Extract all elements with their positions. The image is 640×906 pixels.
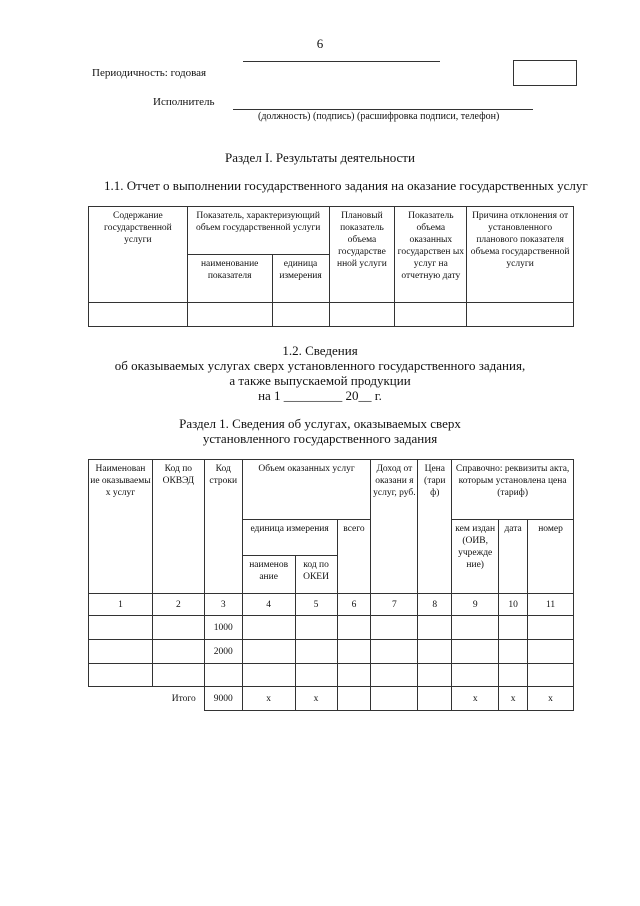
column-number-row bbox=[89, 594, 574, 616]
table-row bbox=[89, 664, 574, 687]
info-title-3: а также выпускаемой продукции bbox=[229, 373, 411, 388]
table-cell: 2000 bbox=[204, 640, 242, 664]
col-num: 9 bbox=[452, 594, 499, 616]
table-cell bbox=[418, 616, 452, 640]
col-total: всего bbox=[337, 520, 371, 594]
table-cell bbox=[395, 303, 467, 327]
table-cell bbox=[295, 616, 337, 640]
info-title-1: 1.2. Сведения bbox=[282, 343, 358, 358]
table-cell bbox=[337, 687, 371, 711]
table-cell bbox=[371, 687, 418, 711]
col-income: Доход от оказани я услуг, руб. bbox=[371, 460, 418, 594]
col-num: 7 bbox=[371, 594, 418, 616]
col-num: 4 bbox=[242, 594, 295, 616]
col-actual: Показатель объема оказанных государствен ых услуг на отчетную дату bbox=[395, 207, 467, 303]
info-title-4: на 1 _________ 20__ г. bbox=[258, 388, 382, 403]
table-cell: 9000 bbox=[204, 687, 242, 711]
section1-title-2: установленного государственного задания bbox=[202, 431, 438, 446]
header-line bbox=[243, 61, 440, 62]
col-okei: код по ОКЕИ bbox=[295, 556, 337, 594]
table-cell bbox=[418, 640, 452, 664]
table-cell bbox=[528, 616, 574, 640]
report-title: 1.1. Отчет о выполнении государственного задания на оказание государственных услуг bbox=[104, 178, 588, 193]
table-cell bbox=[152, 616, 204, 640]
table-cell bbox=[371, 664, 418, 687]
services-report-table bbox=[88, 206, 574, 327]
table-cell bbox=[152, 640, 204, 664]
table-cell bbox=[499, 664, 528, 687]
signature-line bbox=[233, 109, 533, 110]
total-label: Итого bbox=[171, 693, 196, 704]
table-cell bbox=[89, 303, 188, 327]
col-unit-name: наименов ание bbox=[242, 556, 295, 594]
col-num: 2 bbox=[152, 594, 204, 616]
table-cell bbox=[528, 640, 574, 664]
table-row bbox=[89, 616, 574, 640]
col-okved: Код по ОКВЭД bbox=[152, 460, 204, 594]
col-unit: единица измерения bbox=[242, 520, 337, 556]
col-number: номер bbox=[528, 520, 574, 594]
table-cell: x bbox=[242, 687, 295, 711]
table-cell bbox=[187, 303, 272, 327]
table-cell: x bbox=[528, 687, 574, 711]
executor-label: Исполнитель bbox=[153, 96, 215, 108]
table-cell bbox=[329, 303, 395, 327]
col-num: 8 bbox=[418, 594, 452, 616]
table-cell bbox=[467, 303, 574, 327]
section-title: Раздел I. Результаты деятельности bbox=[225, 150, 415, 165]
col-indicator: Показатель, характеризующий объем государственной услуги bbox=[187, 207, 329, 255]
table-cell bbox=[242, 664, 295, 687]
col-num: 11 bbox=[528, 594, 574, 616]
table-cell bbox=[242, 640, 295, 664]
table-cell bbox=[152, 664, 204, 687]
table-cell bbox=[337, 640, 371, 664]
col-num: 1 bbox=[89, 594, 153, 616]
table-cell bbox=[499, 640, 528, 664]
table-cell bbox=[418, 687, 452, 711]
table-cell bbox=[295, 664, 337, 687]
page-number: 6 bbox=[316, 36, 324, 51]
table-cell bbox=[418, 664, 452, 687]
col-name: Наименован ие оказываемы х услуг bbox=[89, 460, 153, 594]
table-cell bbox=[89, 640, 153, 664]
col-line-code: Код строки bbox=[204, 460, 242, 594]
col-volume: Объем оказанных услуг bbox=[242, 460, 371, 520]
table-cell bbox=[452, 616, 499, 640]
col-reference: Справочно: реквизиты акта, которым установлена цена (тариф) bbox=[452, 460, 574, 520]
section1-title-1: Раздел 1. Сведения об услугах, оказываемых сверх bbox=[179, 416, 461, 431]
table-cell: x bbox=[452, 687, 499, 711]
table-cell bbox=[499, 616, 528, 640]
col-issued-by: кем издан (ОИВ, учрежде ние) bbox=[452, 520, 499, 594]
table-cell: x bbox=[499, 687, 528, 711]
col-num: 5 bbox=[295, 594, 337, 616]
table-cell bbox=[452, 640, 499, 664]
col-reason: Причина отклонения от установленного планового показателя объема государственной услуги bbox=[467, 207, 574, 303]
code-box bbox=[513, 60, 577, 86]
table-cell bbox=[272, 303, 329, 327]
info-title-2: об оказываемых услугах сверх установленного государственного задания, bbox=[114, 358, 526, 373]
periodicity-label: Периодичность: годовая bbox=[92, 67, 207, 79]
col-num: 3 bbox=[204, 594, 242, 616]
table-cell bbox=[337, 616, 371, 640]
table-cell bbox=[452, 664, 499, 687]
table-cell bbox=[371, 640, 418, 664]
table-cell bbox=[89, 616, 153, 640]
signature-hint: (должность) (подпись) (расшифровка подписи, телефон) bbox=[258, 111, 500, 122]
table-cell bbox=[295, 640, 337, 664]
table-cell bbox=[242, 616, 295, 640]
table-cell: 1000 bbox=[204, 616, 242, 640]
col-service-content: Содержание государственной услуги bbox=[89, 207, 188, 303]
table-cell bbox=[371, 616, 418, 640]
extra-services-table bbox=[88, 459, 574, 711]
total-row bbox=[89, 687, 574, 711]
col-num: 10 bbox=[499, 594, 528, 616]
table-cell bbox=[337, 664, 371, 687]
table-cell bbox=[204, 664, 242, 687]
table-row bbox=[89, 640, 574, 664]
col-price: Цена (тари ф) bbox=[418, 460, 452, 594]
table-cell bbox=[89, 664, 153, 687]
table-cell: x bbox=[295, 687, 337, 711]
col-indicator-name: наименование показателя bbox=[187, 255, 272, 303]
col-num: 6 bbox=[337, 594, 371, 616]
col-planned: Плановый показатель объема государстве нной услуги bbox=[329, 207, 395, 303]
col-date: дата bbox=[499, 520, 528, 594]
table-cell bbox=[528, 664, 574, 687]
col-indicator-unit: единица измерения bbox=[272, 255, 329, 303]
